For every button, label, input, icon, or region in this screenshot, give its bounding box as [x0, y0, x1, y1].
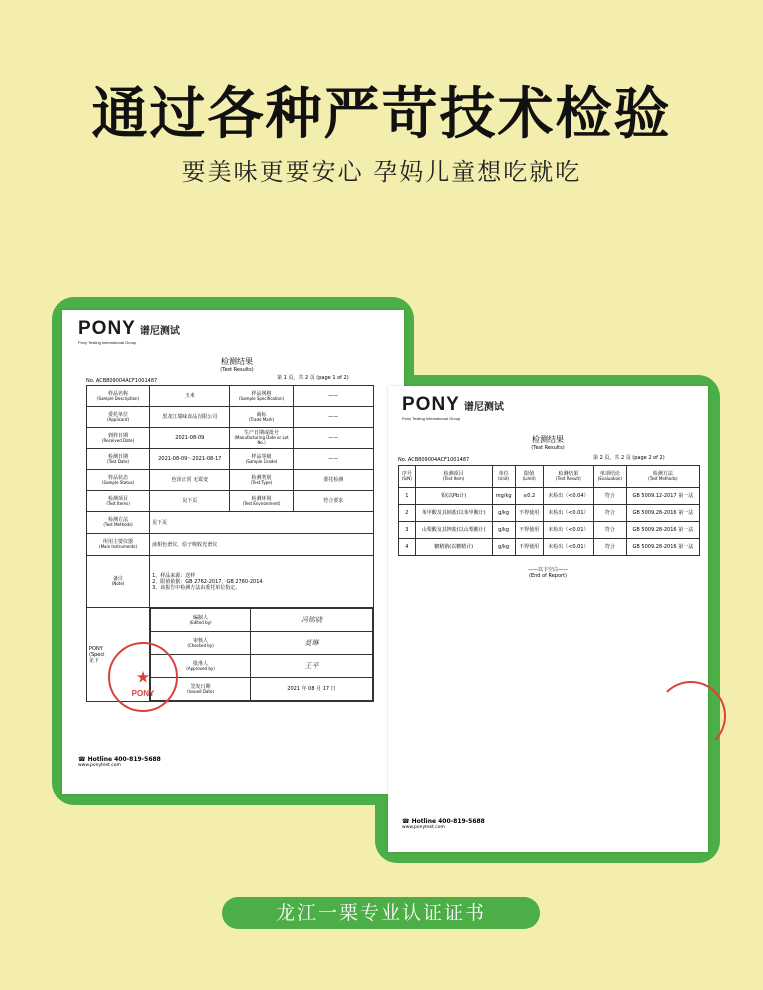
table-cell: 糖精钠(以糖精计) — [415, 539, 492, 556]
table-cell: 未检出（<0.04） — [543, 488, 594, 505]
info-row: 到样日期 (Received Date) 2021-08-09 生产日期或批号 (Manufacturing Date or Lot No.) —— — [87, 428, 374, 449]
subline: 要美味更要安心 孕妈儿童想吃就吃 — [181, 158, 582, 186]
table-cell: GB 5009.28-2016 第一法 — [626, 522, 699, 539]
info-row: 检测项目 (Test Items) 见下页 检测环境 (Test Environment) 符合要求 — [87, 491, 374, 512]
hotline: ☎ Hotline 400-819-5688 www.ponytest.com — [78, 756, 161, 768]
column-header: 检测项目 (Test Item) — [415, 466, 492, 488]
result-row — [399, 505, 700, 522]
table-cell: 不得使用 — [515, 522, 543, 539]
pony-logo: PONY 谱尼测试 Pony Testing International Group — [402, 394, 504, 421]
column-header: 单位 (Unit) — [492, 466, 515, 488]
table-cell: 不得使用 — [515, 505, 543, 522]
table-cell: 1 — [399, 488, 416, 505]
report-title: 检测结果 (Test Results) — [220, 357, 254, 373]
official-seal: ★ PONY — [108, 642, 178, 712]
column-header: 检测方法 (Test Methods) — [626, 466, 699, 488]
table-cell: g/kg — [492, 539, 515, 556]
seal-star-icon: ★ — [135, 667, 151, 687]
table-cell: GB 5009.28-2016 第一法 — [626, 505, 699, 522]
table-cell: 符合 — [594, 539, 627, 556]
table-cell: g/kg — [492, 505, 515, 522]
info-row: 样品名称 (Sample Description) 玉米 样品规格 (Sample Specification) —— — [87, 386, 374, 407]
official-seal-partial — [656, 681, 726, 751]
phone-icon: ☎ — [402, 818, 410, 825]
page-info: 第 2 页，共 2 页 (page 2 of 2) — [593, 455, 665, 461]
table-cell: 3 — [399, 522, 416, 539]
sample-info-table: 样品名称 (Sample Description) 玉米 样品规格 (Sample Specification) —— 委托单位 (Applicant) 黑龙江瑞味食品有限公司 商标 (Trade Mark) —— 到样日期 (Received Date) 2021-08-09 生产日期或批号 (Manufacturing Date or Lot No.) —— 检测日期 (Test Date) 2021-08-09～2021-08-17 样品等级 (Sample Grade) —— 样品状态 (Sample Status) 色泽正常 无霉变 检测类别 (Test Type) 委托检测 检测项目 (Test Items) 见下页 检测环境 (Test Environment) 符合要求 检测方法 (Test Methods) 见下页 所用主要仪器 (Main Instruments) 液相色谱仪，原子吸收光谱仪 备注 (Note) 1、样品来源：送样 2、限值依据：GB 2762-2017、GB 2760-2014 3、该报告中检测方法由委托单位指定。 PONY (Speci 见下 编制人 (Edited by) 冯铭晓 审核人 (Checked by) 夏琳 批准人 (Approved by) 王平 签发日期 (Issued Date) 2021 年 08 月 17 日 — [86, 385, 374, 702]
table-cell: 2 — [399, 505, 416, 522]
pony-logo-mark: PONY — [402, 394, 460, 415]
table-cell: 未检出（<0.01） — [543, 522, 594, 539]
test-results-table — [398, 465, 700, 556]
table-cell: 符合 — [594, 488, 627, 505]
info-row: 检测日期 (Test Date) 2021-08-09～2021-08-17 样品等级 (Sample Grade) —— — [87, 449, 374, 470]
table-cell: 符合 — [594, 505, 627, 522]
column-header: 序号 (S/N) — [399, 466, 416, 488]
report-page-1 — [62, 310, 404, 794]
result-row — [399, 488, 700, 505]
phone-icon: ☎ — [78, 756, 86, 763]
hotline: ☎ Hotline 400-819-5688 www.ponytest.com — [402, 818, 485, 830]
column-header: 限值 (Limit) — [515, 466, 543, 488]
table-cell: GB 5009.28-2016 第一法 — [626, 539, 699, 556]
report-page-2 — [388, 386, 708, 852]
result-row — [399, 539, 700, 556]
page-info: 第 1 页，共 2 页 (page 1 of 2) — [277, 375, 349, 381]
table-cell: 苯甲酸及其钠盐(以苯甲酸计) — [415, 505, 492, 522]
table-cell: 不得使用 — [515, 539, 543, 556]
table-cell: 未检出（<0.01） — [543, 505, 594, 522]
column-header: 检测结果 (Test Result) — [543, 466, 594, 488]
result-row — [399, 522, 700, 539]
table-cell: mg/kg — [492, 488, 515, 505]
report-number: No. ACB809004ACF1001487 — [398, 457, 470, 463]
table-cell: g/kg — [492, 522, 515, 539]
report-number: No. ACB809004ACF1001487 — [86, 378, 158, 384]
table-cell: 4 — [399, 539, 416, 556]
table-cell: 未检出（<0.01） — [543, 539, 594, 556]
report-title: 检测结果 (Test Results) — [531, 435, 565, 451]
table-cell: ≤0.2 — [515, 488, 543, 505]
table-cell: GB 5009.12-2017 第一法 — [626, 488, 699, 505]
table-cell: 符合 — [594, 522, 627, 539]
table-cell: 山梨酸及其钾盐(以山梨酸计) — [415, 522, 492, 539]
column-header: 单项结论 (Evaluation) — [594, 466, 627, 488]
certificate-badge: 龙江一栗专业认证证书 — [222, 897, 540, 929]
pony-logo: PONY 谱尼测试 Pony Testing International Group — [78, 318, 180, 345]
info-row: 样品状态 (Sample Status) 色泽正常 无霉变 检测类别 (Test Type) 委托检测 — [87, 470, 374, 491]
pony-logo-mark: PONY — [78, 318, 136, 339]
headline: 通过各种严苛技术检验 — [91, 82, 672, 147]
end-of-report: ——以下空白—— (End of Report) — [527, 567, 568, 579]
info-row: 委托单位 (Applicant) 黑龙江瑞味食品有限公司 商标 (Trade Mark) —— — [87, 407, 374, 428]
signature-table: 编制人 (Edited by) 冯铭晓 审核人 (Checked by) 夏琳 批准人 (Approved by) 王平 签发日期 (Issued Date) 2021 年 08 月 17 日 — [150, 608, 373, 701]
table-cell: 铅(以Pb计) — [415, 488, 492, 505]
